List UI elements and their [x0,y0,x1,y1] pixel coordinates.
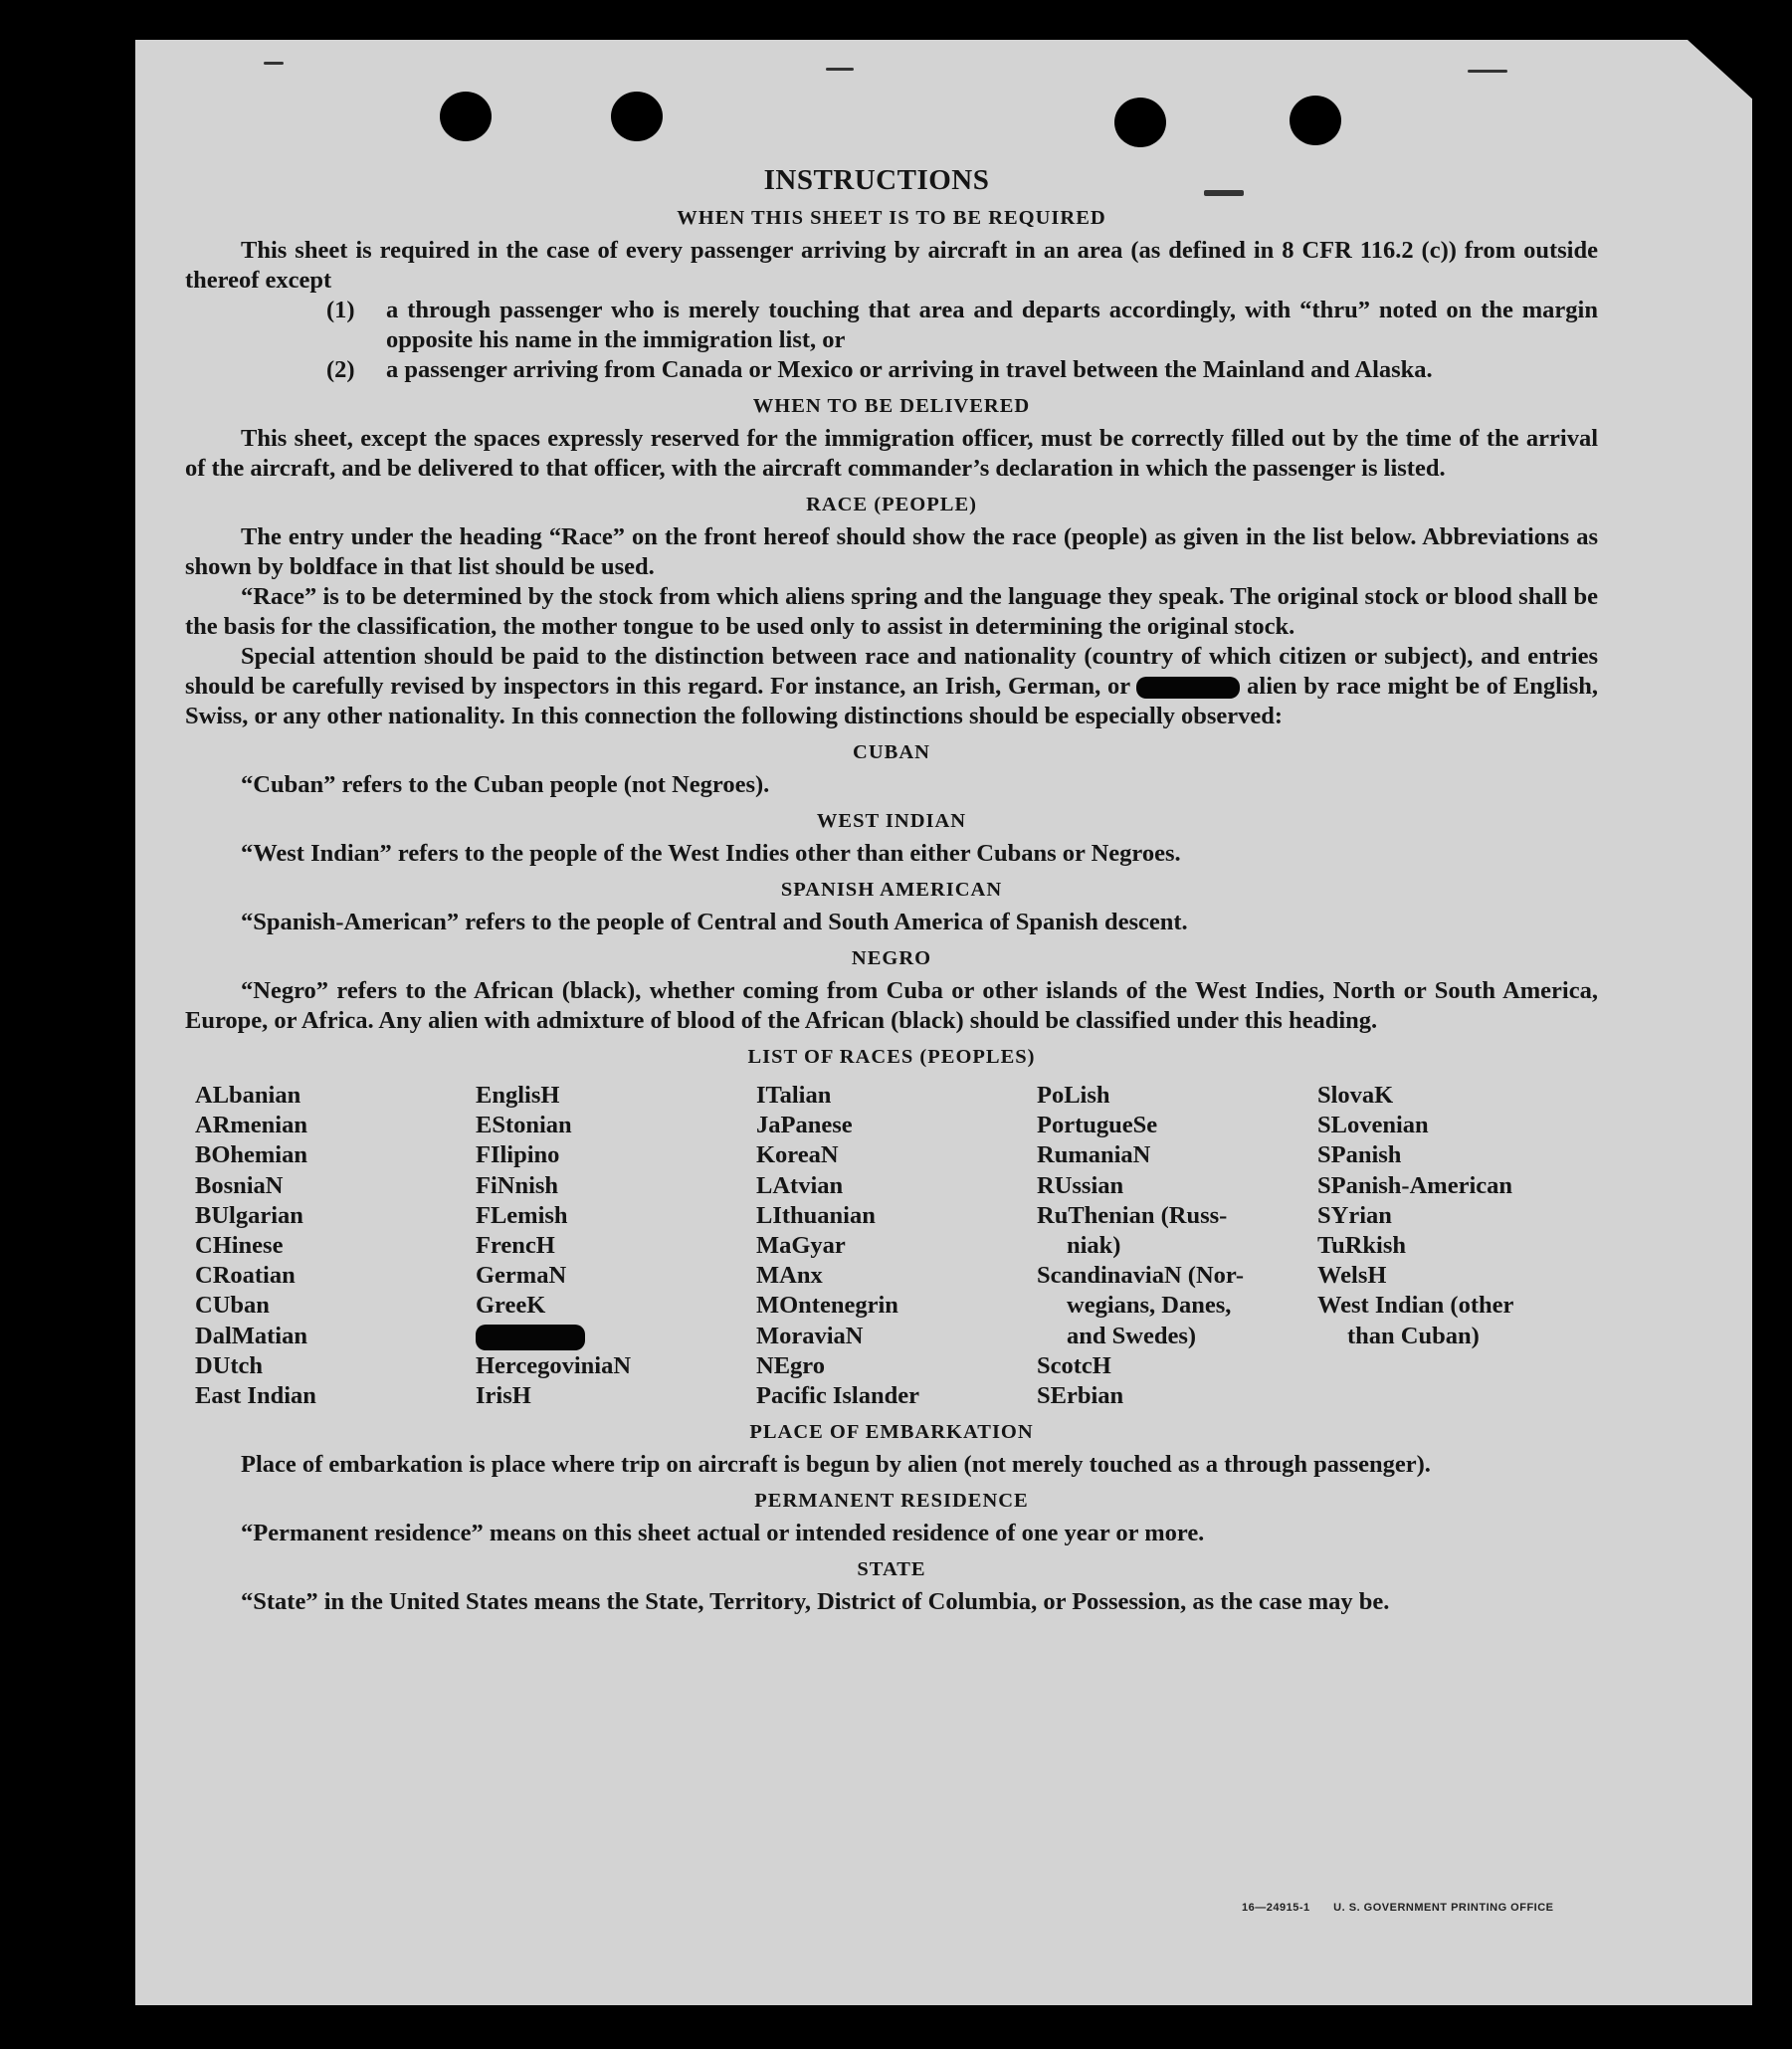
state-text: “State” in the United States means the State, Territory, District of Columbia, or Possession, as the case may be. [241,1588,1390,1616]
race-entry: FLemish [476,1201,568,1229]
race-paragraph-2: “Race” is to be determined by the stock from which aliens spring and the language they speak. The original stock or blood shall be the basis for the classification, the mother tongue to be used only to assist in determining the original stock. [185,583,1598,640]
west-indian-text: “West Indian” refers to the people of the West Indies other than either Cubans or Negroes. [241,840,1181,867]
section-heading-west-indian: WEST INDIAN [816,810,967,832]
race-entry: ARmenian [195,1112,307,1139]
item-text: a through passenger who is merely touching that area and departs accordingly, with “thru” noted on the margin opposite his name in the immigration list, or [386,297,1598,353]
item-number: (2) [326,356,355,383]
races-column [195,1081,476,1411]
race-entry: IrisH [476,1382,531,1410]
scan-speck [1468,70,1507,73]
required-intro: This sheet is required in the case of every passenger arriving by aircraft in an area (as defined in 8 CFR 116.2 (c)) from outside thereof except [185,237,1598,294]
race-entry: EStonian [476,1112,572,1139]
section-heading-cuban: CUBAN [853,741,930,763]
race-entry: BOhemian [195,1141,307,1169]
race-paragraph-3-after: alien by race might be of English, Swiss, or any other nationality. In this connection the following distinctions should be especially observed: [185,673,1599,729]
spanish-american-text: “Spanish-American” refers to the people of Central and South America of Spanish descent. [241,909,1188,935]
race-entry: CUban [195,1292,270,1320]
race-entry: RUssian [1037,1171,1124,1199]
race-entry-redacted [476,1322,756,1351]
item-text: a passenger arriving from Canada or Mexico or arriving in travel between the Mainland and Alaska. [386,356,1433,383]
race-entry: ALbanian [195,1082,301,1109]
race-entry: DUtch [195,1351,264,1379]
race-entry: West Indian (other [1317,1292,1514,1320]
race-paragraph-1: The entry under the heading “Race” on the front hereof should show the race (people) as given in the list below. Abbreviations as shown by boldface in that list should be used. [185,523,1598,580]
required-item-1 [185,296,1598,355]
scan-speck [264,62,284,65]
footer-imprint [1242,1902,1574,1914]
race-entry: PortugueSe [1037,1112,1158,1139]
race-entry: MaGyar [756,1232,846,1260]
punch-hole [440,92,492,141]
races-list [185,1081,1598,1411]
race-entry-continuation: and Swedes) [1067,1322,1197,1349]
form-number: 16—24915-1 [1242,1902,1310,1914]
race-entry: BUlgarian [195,1201,303,1229]
race-entry: WelsH [1317,1262,1387,1290]
race-entry: GreeK [476,1292,546,1320]
race-entry-continuation: than Cuban) [1347,1322,1480,1349]
instructions-content [185,164,1598,1617]
item-number: (1) [326,297,355,323]
race-entry: ScandinaviaN (Nor- [1037,1262,1245,1290]
race-entry: RuThenian (Russ- [1037,1201,1228,1229]
race-entry: CRoatian [195,1262,296,1290]
race-entry: MAnx [756,1262,823,1290]
races-column [476,1081,756,1411]
section-heading-residence: PERMANENT RESIDENCE [754,1490,1029,1513]
race-entry: KoreaN [756,1141,839,1169]
section-heading-required: WHEN THIS SHEET IS TO BE REQUIRED [677,207,1106,229]
race-entry: SLovenian [1317,1112,1429,1139]
scan-speck [826,68,854,71]
race-entry: LIthuanian [756,1201,876,1229]
punch-hole [1290,96,1341,145]
race-paragraph-3-before: Special attention should be paid to the distinction between race and nationality (country of which citizen or subject), and entries should be carefully revised by inspectors in this regard. For instance, an Irish, German, or [185,643,1598,700]
race-entry: SPanish-American [1317,1171,1512,1199]
section-heading-embarkation: PLACE OF EMBARKATION [749,1421,1034,1444]
section-heading-list: LIST OF RACES (PEOPLES) [747,1046,1036,1068]
race-entry: SPanish [1317,1141,1402,1169]
redaction-mark [1136,677,1240,699]
embarkation-text: Place of embarkation is place where trip on aircraft is begun by alien (not merely touched as a through passenger). [241,1451,1431,1479]
races-column [1317,1081,1598,1411]
race-entry: Pacific Islander [756,1382,919,1410]
race-entry-continuation: niak) [1067,1232,1121,1260]
required-item-2 [185,355,1598,385]
races-column [756,1081,1037,1411]
section-heading-spanish-american: SPANISH AMERICAN [780,879,1003,901]
punch-hole [611,92,663,141]
race-paragraph-3 [185,642,1598,731]
race-entry: MoraviaN [756,1322,864,1349]
delivered-text: This sheet, except the spaces expressly reserved for the immigration officer, must be correctly filled out by the time of the arrival of the aircraft, and be delivered to that officer, with the aircraft commander’s declaration in which the passenger is listed. [185,425,1598,482]
section-heading-race: RACE (PEOPLE) [806,494,977,515]
section-heading-delivered: WHEN TO BE DELIVERED [752,395,1031,417]
section-heading-state: STATE [857,1558,926,1581]
race-entry: EnglisH [476,1082,560,1109]
negro-text: “Negro” refers to the African (black), whether coming from Cuba or other islands of the West Indies, North or South America, Europe, or Africa. Any alien with admixture of blood of the African (black) should be classified under this heading. [185,977,1598,1034]
race-entry: ScotcH [1037,1351,1111,1379]
race-entry: SYrian [1317,1201,1392,1229]
cuban-text: “Cuban” refers to the Cuban people (not Negroes). [241,771,770,798]
redaction-mark [476,1325,585,1350]
race-entry: DalMatian [195,1322,307,1349]
race-entry: RumaniaN [1037,1141,1151,1169]
races-column [1037,1081,1317,1411]
race-entry: TuRkish [1317,1232,1407,1260]
race-entry: JaPanese [756,1112,853,1139]
race-entry: SlovaK [1317,1082,1394,1109]
race-entry: CHinese [195,1232,284,1260]
race-entry: East Indian [195,1382,316,1410]
race-entry: FiNnish [476,1171,559,1199]
race-entry: FIlipino [476,1141,560,1169]
race-entry: NEgro [756,1351,825,1379]
printer-imprint: U. S. GOVERNMENT PRINTING OFFICE [1333,1902,1554,1914]
race-entry: MOntenegrin [756,1292,898,1320]
race-entry: GermaN [476,1262,567,1290]
race-entry: FrencH [476,1232,555,1260]
race-entry: SErbian [1037,1382,1124,1410]
race-entry: LAtvian [756,1171,844,1199]
race-entry: HercegoviniaN [476,1351,632,1379]
section-heading-negro: NEGRO [851,947,932,969]
punch-hole [1114,98,1166,147]
race-entry: PoLish [1037,1082,1110,1109]
race-entry: BosniaN [195,1171,284,1199]
residence-text: “Permanent residence” means on this sheet actual or intended residence of one year or more. [241,1520,1205,1547]
page-title: INSTRUCTIONS [763,164,990,196]
race-entry-continuation: wegians, Danes, [1067,1292,1232,1320]
race-entry: ITalian [756,1082,832,1109]
